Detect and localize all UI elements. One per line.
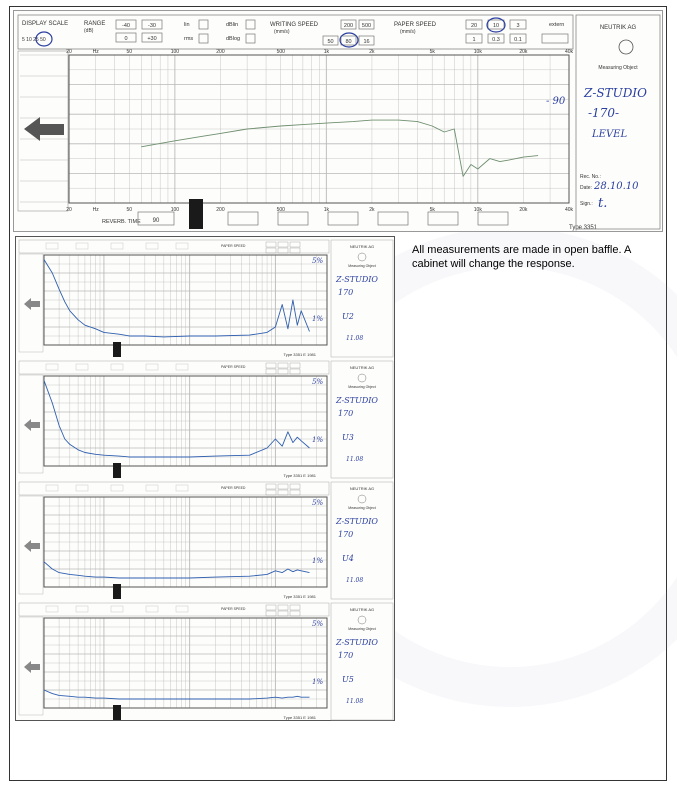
- stack-chart-3: [19, 482, 393, 599]
- stack-speed-box: [266, 605, 276, 610]
- stack-header-box: [146, 364, 158, 370]
- stack-chart-2-trace: [44, 381, 310, 458]
- bottom-box: [328, 212, 358, 225]
- stack-chart-4-plot: [44, 618, 327, 708]
- stack-speed-box: [278, 605, 288, 610]
- top-x-tick-lower: 5k: [429, 207, 435, 213]
- top-chart-plot: [69, 55, 569, 203]
- range-value: 0: [124, 36, 128, 42]
- dBlin-label: dBlin: [226, 22, 239, 28]
- stack-line2-handwriting: 170: [338, 409, 354, 418]
- top-x-tick-upper: Hz: [92, 49, 99, 55]
- stack-header-box: [146, 606, 158, 612]
- stack-chart-3-trace: [44, 562, 310, 578]
- right-panel-frame: [576, 15, 660, 229]
- reverb-value: 90: [152, 218, 160, 224]
- type-label: Type 3351: [569, 225, 598, 231]
- range-unit: (dB): [84, 28, 94, 34]
- stack-date-handwriting: 11.08: [346, 577, 364, 584]
- bottom-box: [278, 212, 308, 225]
- top-chart-svg: [14, 11, 664, 233]
- top-x-tick-lower: 500: [276, 207, 285, 213]
- stack-speed-box: [266, 611, 276, 616]
- stack-pct-top-handwriting: 5%: [312, 620, 324, 628]
- stack-header-box: [76, 364, 88, 370]
- top-x-tick-upper: 200: [216, 49, 225, 55]
- stack-line3-handwriting: U3: [342, 433, 354, 442]
- stack-header-box: [111, 243, 123, 249]
- writing-speed-value: 500: [361, 23, 372, 29]
- stack-paper-speed-label: PAPER SPEED: [221, 244, 246, 248]
- stack-date-handwriting: 11.08: [346, 456, 364, 463]
- stack-speed-box: [278, 611, 288, 616]
- top-x-tick-upper: 10k: [473, 49, 482, 55]
- top-x-tick-upper: 5k: [429, 49, 435, 55]
- stack-speed-box: [266, 248, 276, 253]
- top-x-tick-upper: 1k: [323, 49, 329, 55]
- stack-pct-mid-handwriting: 1%: [312, 436, 324, 444]
- top-x-tick-lower: 1k: [323, 207, 329, 213]
- writing-speed-value: 50: [327, 39, 334, 45]
- paper-speed-value: 20: [470, 23, 478, 29]
- stacked-charts-photo: [15, 236, 395, 721]
- stack-chart-4-trace: [44, 690, 310, 699]
- stack-header-box: [76, 606, 88, 612]
- stack-type-label: Type 3351 E 1981: [283, 352, 316, 357]
- top-x-tick-upper: 20: [66, 49, 72, 55]
- company-logo-icon: [619, 40, 633, 54]
- title-line1-handwriting: Z-STUDIO: [584, 86, 647, 100]
- stack-chart-2-plot: [44, 376, 327, 466]
- writing-speed-label: WRITING SPEED: [270, 22, 319, 28]
- stack-paper-speed-label: PAPER SPEED: [221, 365, 246, 369]
- stack-speed-box: [266, 369, 276, 374]
- stack-chart-2: [19, 361, 393, 478]
- stack-header-box: [176, 606, 188, 612]
- stack-line3-handwriting: U5: [342, 675, 354, 684]
- stack-line2-handwriting: 170: [338, 288, 354, 297]
- bottom-box: [228, 212, 258, 225]
- stack-header-box: [46, 485, 58, 491]
- stack-speed-box: [290, 490, 300, 495]
- stack-chart-1-plot: [44, 255, 327, 345]
- paper-speed-value: 1: [472, 37, 476, 43]
- title-line2-handwriting: -170-: [588, 106, 620, 120]
- bottom-box: [478, 212, 508, 225]
- stack-chart-1: [19, 240, 393, 357]
- stack-date-handwriting: 11.08: [346, 335, 364, 342]
- stack-speed-box: [290, 363, 300, 368]
- title-line3-handwriting: LEVEL: [592, 129, 628, 140]
- mode-checkbox: [199, 34, 208, 43]
- stack-speed-box: [266, 484, 276, 489]
- stack-speed-box: [278, 363, 288, 368]
- writing-speed-unit: (mm/s): [274, 29, 290, 35]
- writing-speed-value: 16: [363, 39, 370, 45]
- stack-measuring-object-label: Measuring Object: [348, 627, 376, 631]
- measuring-object-label: Measuring Object: [598, 65, 638, 71]
- top-x-tick-lower: 10k: [473, 207, 482, 213]
- extern-box: [542, 34, 568, 43]
- stack-header-box: [76, 243, 88, 249]
- stack-header-box: [46, 364, 58, 370]
- stack-paper-speed-label: PAPER SPEED: [221, 486, 246, 490]
- document-page: [9, 6, 667, 781]
- stack-pct-top-handwriting: 5%: [312, 257, 324, 265]
- stack-measuring-object-label: Measuring Object: [348, 264, 376, 268]
- stack-paper-speed-label: PAPER SPEED: [221, 607, 246, 611]
- stack-speed-box: [278, 242, 288, 247]
- extern-label: extern: [549, 22, 565, 28]
- stack-speed-box: [266, 363, 276, 368]
- stack-chart-4: [19, 603, 393, 720]
- stack-pct-top-handwriting: 5%: [312, 378, 324, 386]
- stack-measuring-object-label: Measuring Object: [348, 506, 376, 510]
- sign-handwriting: t.: [598, 196, 608, 211]
- stack-header-box: [111, 485, 123, 491]
- top-level-chart-photo: [13, 10, 663, 232]
- stack-arrow-icon: [24, 540, 40, 552]
- range-label: RANGE: [84, 21, 106, 27]
- company-label: NEUTRIK AG: [599, 25, 637, 31]
- date-handwriting: 28.10.10: [594, 181, 639, 192]
- stack-line1-handwriting: Z-STUDIO: [336, 517, 378, 526]
- stack-header-box: [176, 485, 188, 491]
- top-x-tick-lower: 40k: [564, 207, 574, 213]
- writing-speed-value: 200: [343, 23, 354, 29]
- paper-speed-unit: (mm/s): [400, 29, 416, 35]
- stack-pen-block: [113, 463, 121, 478]
- paper-speed-value: 3: [516, 23, 520, 29]
- bottom-box: [428, 212, 458, 225]
- date-label: Date:: [580, 185, 592, 191]
- stack-header-box: [111, 606, 123, 612]
- top-x-tick-lower: 100: [170, 207, 180, 213]
- stack-speed-box: [290, 484, 300, 489]
- stack-pct-mid-handwriting: 1%: [312, 557, 324, 565]
- stack-pen-block: [113, 584, 121, 599]
- paper-speed-label: PAPER SPEED: [394, 22, 436, 28]
- stack-header-box: [146, 485, 158, 491]
- stack-speed-box: [278, 248, 288, 253]
- stack-company-label: NEUTRIK AG: [349, 244, 375, 249]
- top-x-tick-lower: 50: [126, 207, 133, 213]
- stack-company-label: NEUTRIK AG: [349, 486, 375, 491]
- stack-pct-mid-handwriting: 1%: [312, 315, 324, 323]
- stack-measuring-object-label: Measuring Object: [348, 385, 376, 389]
- stack-speed-box: [278, 484, 288, 489]
- stack-arrow-icon: [24, 661, 40, 673]
- stack-line2-handwriting: 170: [338, 651, 354, 660]
- top-x-tick-lower: Hz: [92, 207, 99, 213]
- sign-label: Sign.:: [580, 201, 593, 207]
- stack-logo-icon: [358, 616, 366, 624]
- stack-date-handwriting: 11.08: [346, 698, 364, 705]
- stack-speed-box: [290, 605, 300, 610]
- display-scale-label: DISPLAY SCALE: [22, 21, 69, 27]
- top-x-tick-upper: 40k: [564, 49, 574, 55]
- top-chart-trace: [141, 120, 538, 176]
- stack-company-label: NEUTRIK AG: [349, 365, 375, 370]
- stack-arrow-icon: [24, 298, 40, 310]
- stack-header-box: [146, 243, 158, 249]
- stack-chart-1-trace: [44, 260, 310, 337]
- stack-pct-top-handwriting: 5%: [312, 499, 324, 507]
- mode-checkbox: [199, 20, 208, 29]
- level-mark-handwriting: - 90: [546, 96, 566, 107]
- stack-header-box: [46, 606, 58, 612]
- top-x-tick-lower: 2k: [369, 207, 375, 213]
- stack-company-label: NEUTRIK AG: [349, 607, 375, 612]
- stack-line3-handwriting: U2: [342, 312, 354, 321]
- stack-speed-box: [290, 242, 300, 247]
- range-value: +30: [147, 36, 157, 42]
- stack-speed-box: [266, 490, 276, 495]
- display-scale-values: 5 10 25 50: [22, 37, 46, 43]
- stack-pen-block: [113, 342, 121, 357]
- mode-checkbox: [246, 20, 255, 29]
- stack-header-box: [176, 364, 188, 370]
- top-x-tick-upper: 2k: [369, 49, 375, 55]
- stacked-charts-svg: [16, 237, 396, 722]
- stack-type-label: Type 3351 E 1981: [283, 715, 316, 720]
- stack-speed-box: [290, 248, 300, 253]
- stack-arrow-icon: [24, 419, 40, 431]
- writing-speed-value: 80: [345, 39, 352, 45]
- rms-label: rms: [184, 36, 194, 42]
- lin-label: lin: [184, 22, 190, 28]
- stack-line1-handwriting: Z-STUDIO: [336, 396, 378, 405]
- stack-chart-3-plot: [44, 497, 327, 587]
- rec-no-label: Rec. No.:: [580, 174, 601, 180]
- range-value: -30: [148, 23, 156, 29]
- dBlog-label: dBlog: [226, 36, 241, 42]
- stack-header-box: [46, 243, 58, 249]
- paper-speed-value: 0.3: [492, 37, 500, 43]
- stack-speed-box: [290, 611, 300, 616]
- top-x-tick-lower: 20: [66, 207, 72, 213]
- stack-type-label: Type 3351 E 1981: [283, 473, 316, 478]
- stack-logo-icon: [358, 253, 366, 261]
- pen-holder-block: [189, 199, 203, 229]
- stack-line2-handwriting: 170: [338, 530, 354, 539]
- stack-line1-handwriting: Z-STUDIO: [336, 275, 378, 284]
- stack-speed-box: [278, 369, 288, 374]
- stack-pct-mid-handwriting: 1%: [312, 678, 324, 686]
- top-x-tick-upper: 100: [170, 49, 180, 55]
- top-x-tick-lower: 200: [216, 207, 225, 213]
- stack-logo-icon: [358, 495, 366, 503]
- mode-checkbox: [246, 34, 255, 43]
- level-arrow-icon: [24, 117, 64, 141]
- stack-pen-block: [113, 705, 121, 720]
- measurement-note: All measurements are made in open baffle. A cabinet will change the response.: [412, 244, 631, 270]
- top-x-tick-upper: 50: [126, 49, 133, 55]
- stack-logo-icon: [358, 374, 366, 382]
- paper-speed-value: 0.1: [514, 37, 522, 43]
- stack-speed-box: [290, 369, 300, 374]
- reverb-label: REVERB. TIME: [102, 219, 141, 225]
- top-x-tick-lower: 20k: [519, 207, 528, 213]
- stack-speed-box: [266, 242, 276, 247]
- paper-speed-value: 10: [492, 23, 500, 29]
- bottom-box: [378, 212, 408, 225]
- stack-header-box: [176, 243, 188, 249]
- top-x-tick-upper: 20k: [519, 49, 528, 55]
- range-value: -40: [122, 23, 130, 29]
- stack-line3-handwriting: U4: [342, 554, 354, 563]
- stack-type-label: Type 3351 E 1981: [283, 594, 316, 599]
- stack-header-box: [76, 485, 88, 491]
- stack-header-box: [111, 364, 123, 370]
- stack-line1-handwriting: Z-STUDIO: [336, 638, 378, 647]
- top-x-tick-upper: 500: [276, 49, 285, 55]
- stack-speed-box: [278, 490, 288, 495]
